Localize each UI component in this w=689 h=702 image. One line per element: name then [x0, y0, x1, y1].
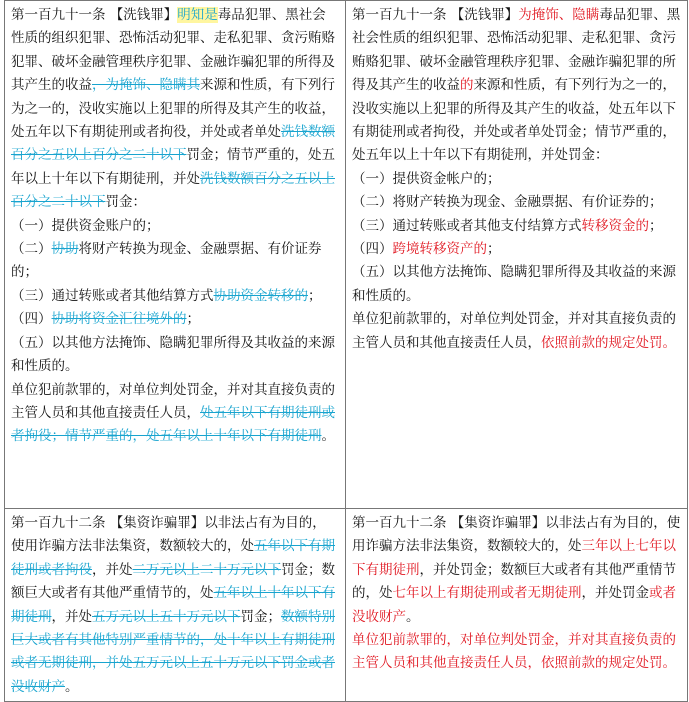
text-run: 第一百九十二条 【集资诈骗罪】以非法占有为目的，使用诈骗方法非法集资，数额较大的，处: [352, 515, 681, 555]
text-run: 第一百九十一条 【洗钱罪】: [11, 7, 178, 23]
text-run: 第一百九十一条 【洗钱罪】: [352, 7, 519, 23]
text-run: 来源和性质，有下列行为之一的，没收实施以上犯罪的所得及其产生的收益，处五年以下有期徒刑或者拘役，并处或者单处: [11, 77, 335, 141]
list-item: [11, 308, 339, 331]
inserted-text: 依照前款的规定处罚。: [541, 334, 676, 351]
old-text-cell: [5, 509, 346, 702]
text-run: （三）通过转账或者其他支付结算方式: [352, 217, 582, 234]
list-item: （五）以其他方法掩饰、隐瞒犯罪所得及其收益的来源和性质的。: [11, 334, 335, 375]
text-run: ；: [649, 217, 663, 234]
text-run: 来源和性质，有下列行为之一的，没收实施以上犯罪的所得及其产生的收益，处五年以下有期徒刑或者拘役，并处或者单处罚金；情节严重的，处五年以上十年以下有期徒刑，并处罚金：: [352, 77, 676, 164]
text-run: （四）: [11, 311, 52, 328]
deleted-text: 五年以下有期徒刑或者拘役: [11, 538, 335, 578]
new-text-cell: [346, 1, 688, 509]
text-run: ；: [487, 241, 501, 258]
text-run: 罚金；数额巨大或者有其他严重情节的，处: [11, 561, 335, 602]
deleted-text: 协助将资金汇往境外的: [51, 311, 187, 328]
text-run: 将财产转换为现金、金融票据、有价证券的；: [11, 241, 322, 281]
inserted-text: 三年以上七年以下有期徒刑: [352, 538, 676, 578]
text-run: （二）: [11, 241, 52, 258]
text-run: 毒品犯罪、黑社会性质的组织犯罪、恐怖活动犯罪、走私犯罪、贪污贿赂犯罪、破坏金融管理秩序犯罪、金融诈骗犯罪的所得及其产生的收益: [11, 7, 335, 94]
list-item: （二）将财产转换为现金、金融票据、有价证券的；: [352, 194, 663, 211]
text-run: （四）: [352, 241, 393, 258]
comparison-table: [4, 0, 688, 702]
text-run: （三）通过转账或者其他结算方式: [11, 287, 214, 304]
list-item: [352, 215, 681, 238]
text-run: 罚金；: [240, 608, 281, 625]
list-item: [352, 238, 681, 261]
text-run: ；: [186, 311, 200, 328]
inserted-text: 的: [460, 77, 474, 94]
table-row: [5, 1, 688, 509]
deleted-text: ，为掩饰、隐瞒其: [92, 77, 200, 94]
text-run: ，并处: [51, 608, 92, 625]
list-item: [11, 238, 339, 285]
list-item: [11, 285, 339, 308]
article-paragraph: [352, 512, 681, 629]
article-paragraph: [352, 4, 681, 168]
text-run: 罚金；情节严重的，处五年以上十年以下有期徒刑，并处: [11, 147, 335, 187]
new-text-cell: [346, 509, 688, 702]
deleted-text: 五年以上十年以下有期徒刑: [11, 585, 335, 625]
text-run: 。: [406, 608, 420, 625]
text-run: ；: [308, 287, 322, 304]
text-run: ，并处: [92, 561, 133, 578]
inserted-text: 为掩饰、隐瞒: [518, 7, 600, 23]
text-run: 。: [65, 678, 79, 695]
deleted-text: 协助资金转移的: [213, 287, 308, 304]
article-paragraph: [11, 512, 339, 699]
text-run: 。: [321, 428, 335, 445]
text-run: 单位犯前款罪的，对单位判处罚金，并对其直接负责的主管人员和其他直接责任人员，: [11, 381, 335, 421]
deleted-text: 五万元以上五十万元以下: [92, 608, 241, 625]
inserted-text: 跨境转移资产的: [392, 241, 487, 258]
inserted-text: 或者没收财产: [352, 585, 676, 625]
text-run: 第一百九十二条 【集资诈骗罪】以非法占有为目的，使用诈骗方法非法集资，数额较大的，处: [11, 515, 326, 555]
inserted-text: 转移资金的: [581, 217, 649, 234]
table-row: [5, 509, 688, 702]
highlighted-text: 明知是: [177, 7, 218, 23]
deleted-text: 处五年以下有期徒刑或者拘役；情节严重的，处五年以上十年以下有期徒刑: [11, 404, 335, 445]
deleted-text: 洗钱数额百分之五以上百分之二十以下: [11, 124, 335, 164]
text-run: ，并处罚金: [581, 585, 649, 602]
deleted-text: 协助: [51, 241, 79, 258]
list-item: （五）以其他方法掩饰、隐瞒犯罪所得及其收益的来源和性质的。: [352, 264, 676, 304]
text-run: 单位犯前款罪的，对单位判处罚金，并对其直接负责的主管人员和其他直接责任人员，: [352, 311, 676, 351]
old-text-cell: [5, 1, 346, 509]
text-run: 罚金：: [105, 194, 146, 211]
deleted-text: 数额特别巨大或者有其他特别严重情节的，处十年以上有期徒刑或者无期徒刑，并处五万元以上五十万元以下罚金或者没收财产: [11, 608, 335, 695]
list-item: （一）提供资金账户的；: [11, 217, 160, 234]
inserted-paragraph: 单位犯前款罪的，对单位判处罚金，并对其直接负责的主管人员和其他直接责任人员，依照前款的规定处罚。: [352, 632, 676, 672]
inserted-text: 七年以上有期徒刑或者无期徒刑: [392, 585, 582, 602]
article-paragraph: [352, 308, 681, 355]
article-paragraph: [11, 4, 339, 215]
list-item: （一）提供资金帐户的；: [352, 170, 501, 187]
text-run: 毒品犯罪、黑社会性质的组织犯罪、恐怖活动犯罪、走私犯罪、贪污贿赂犯罪、破坏金融管理秩序犯罪、金融诈骗犯罪的所得及其产生的收益: [352, 7, 681, 94]
text-run: ，并处罚金；数额巨大或者有其他严重情节的，处: [352, 561, 676, 602]
article-paragraph: [11, 379, 339, 449]
deleted-text: 二万元以上二十万元以下: [132, 561, 281, 578]
deleted-text: 洗钱数额百分之五以上百分之二十以下: [11, 170, 335, 211]
